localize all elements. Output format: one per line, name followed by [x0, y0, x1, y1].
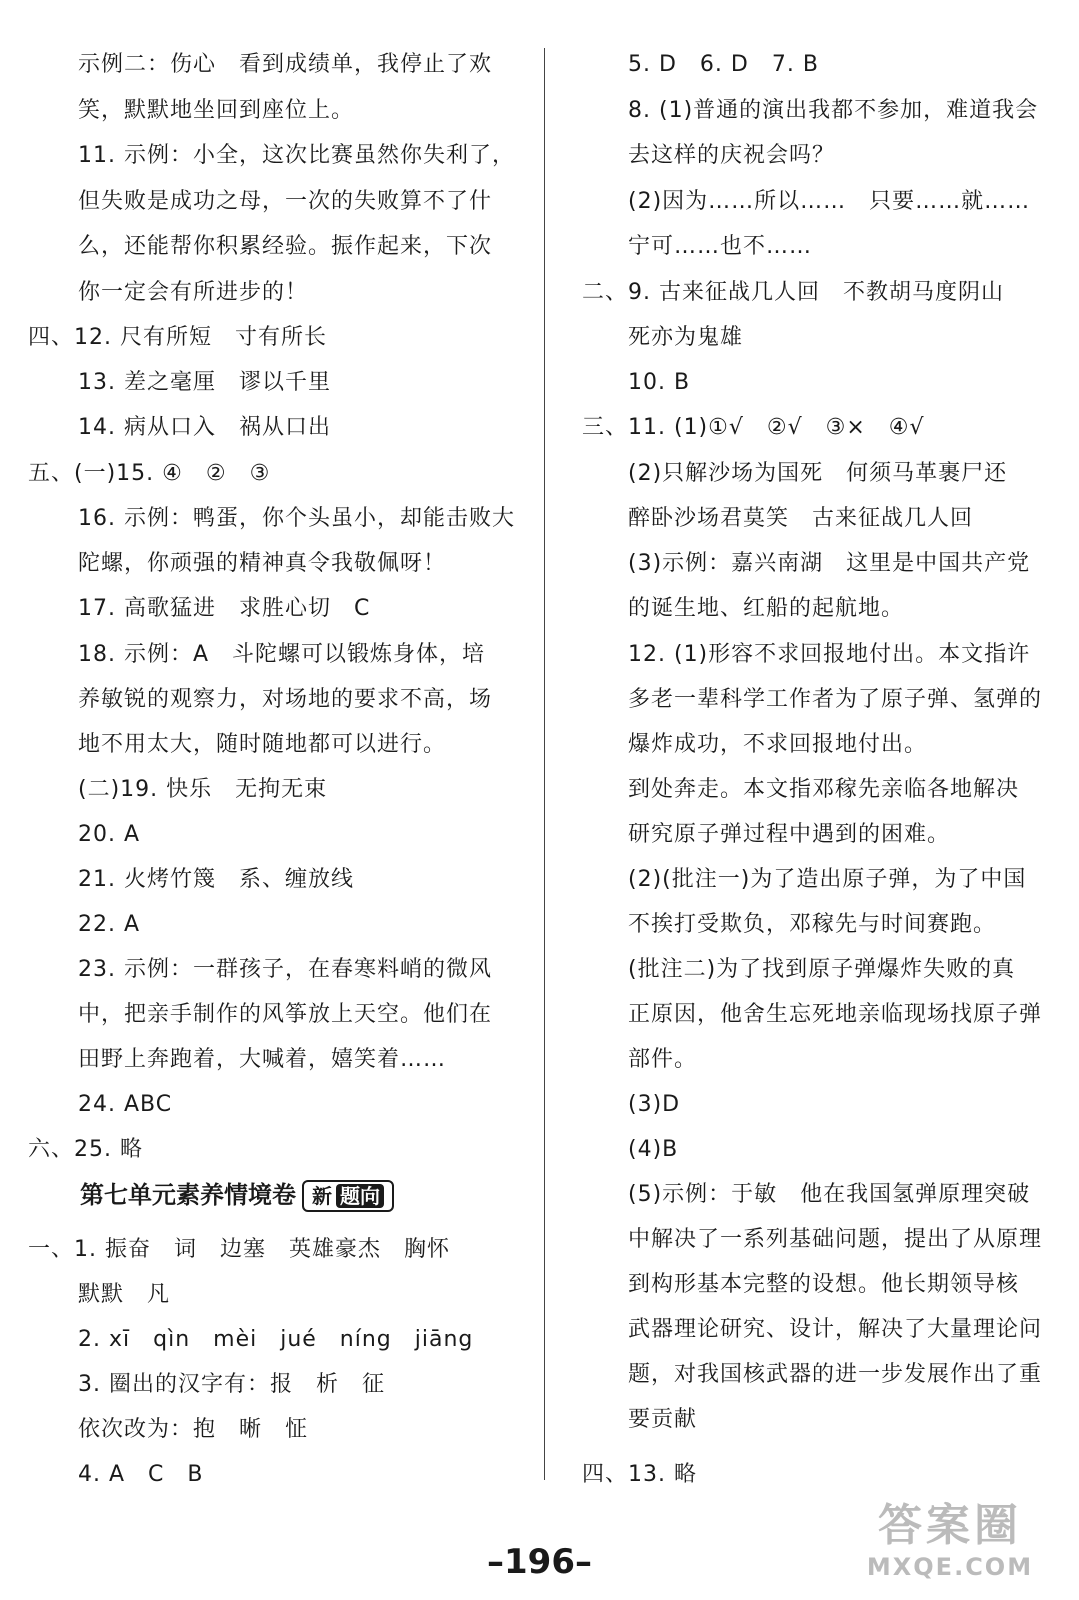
answer-line: 11. 示例：小全，这次比赛虽然你失利了， [78, 143, 515, 168]
answer-line: 4. A C B [78, 1462, 204, 1487]
answer-line: 正原因，他舍生忘死地亲临现场找原子弹 [628, 1002, 1043, 1027]
answer-line: 23. 示例：一群孩子，在春寒料峭的微风 [78, 957, 492, 982]
answer-line: 18. 示例：A 斗陀螺可以锻炼身体，培 [78, 642, 486, 667]
answer-line: 四、13. 略 [582, 1462, 697, 1487]
answer-line: 16. 示例：鸭蛋，你个头虽小，却能击败大 [78, 506, 515, 531]
answer-line: 中解决了一系列基础问题，提出了从原理 [628, 1227, 1043, 1252]
answer-line: 24. ABC [78, 1092, 173, 1117]
answer-line: 宁可……也不…… [628, 234, 813, 259]
answer-line: 六、25. 略 [28, 1137, 143, 1162]
section-heading-title: 第七单元素养情境卷 [80, 1181, 296, 1209]
answer-line: 22. A [78, 912, 141, 937]
question-direction-tag: 题向 [336, 1184, 384, 1208]
answer-line: 但失败是成功之母，一次的失败算不了什 [78, 189, 493, 214]
answer-line: 一、1. 振奋 词 边塞 英雄豪杰 胸怀 [28, 1237, 450, 1262]
answer-line: 陀螺，你顽强的精神真令我敬佩呀！ [78, 551, 447, 576]
answer-line: (二)19. 快乐 无拘无束 [78, 777, 328, 802]
answer-line: 三、11. (1)①√ ②√ ③× ④√ [582, 415, 925, 440]
answer-line: 中，把亲手制作的风筝放上天空。他们在 [78, 1002, 493, 1027]
answer-line: 五、(一)15. ④ ② ③ [28, 461, 271, 486]
answer-line: 3. 圈出的汉字有：报 析 征 [78, 1372, 385, 1397]
answer-line: 2. xī qìn mèi jué níng jiāng [78, 1327, 474, 1352]
answer-line: 地不用太大，随时随地都可以进行。 [78, 732, 447, 757]
section-heading [80, 1178, 394, 1212]
answer-line: 爆炸成功，不求回报地付出。 [628, 732, 928, 757]
answer-line: (5)示例：于敏 他在我国氢弹原理突破 [628, 1182, 1031, 1207]
page-number: –196– [487, 1542, 592, 1582]
answer-line: (2)(批注一)为了造出原子弹，为了中国 [628, 867, 1027, 892]
answer-line: 14. 病从口入 祸从口出 [78, 415, 331, 440]
answer-line: 题，对我国核武器的进一步发展作出了重 [628, 1362, 1043, 1387]
answer-line: 你一定会有所进步的！ [78, 280, 309, 305]
answer-line: 研究原子弹过程中遇到的困难。 [628, 822, 951, 847]
answer-line: (批注二)为了找到原子弹爆炸失败的真 [628, 957, 1016, 982]
answer-line: 5. D 6. D 7. B [628, 52, 819, 77]
answer-line: 不挨打受欺负，邓稼先与时间赛跑。 [628, 912, 997, 937]
answer-line: 20. A [78, 822, 141, 847]
answer-line: (3)示例：嘉兴南湖 这里是中国共产党 [628, 551, 1031, 576]
answer-line: (4)B [628, 1137, 679, 1162]
column-divider [544, 48, 545, 1480]
answer-line: 12. (1)形容不求回报地付出。本文指许 [628, 642, 1031, 667]
answer-line: 的诞生地、红船的起航地。 [628, 596, 905, 621]
answer-line: 死亦为鬼雄 [628, 325, 744, 350]
new-badge [302, 1180, 394, 1212]
answer-line: 田野上奔跑着，大喊着，嬉笑着…… [78, 1047, 447, 1072]
answer-line: 到构形基本完整的设想。他长期领导核 [628, 1272, 1020, 1297]
answer-line: 二、9. 古来征战几人回 不教胡马度阴山 [582, 280, 1004, 305]
answer-line: 8. (1)普通的演出我都不参加，难道我会 [628, 98, 1039, 123]
answer-line: 示例二：伤心 看到成绩单，我停止了欢 [78, 52, 493, 77]
answer-line: 10. B [628, 370, 691, 395]
answer-line: 21. 火烤竹篾 系、缠放线 [78, 867, 354, 892]
answer-line: (3)D [628, 1092, 681, 1117]
answer-line: 默默 凡 [78, 1282, 171, 1307]
answer-line: 武器理论研究、设计，解决了大量理论问 [628, 1317, 1043, 1342]
watermark-url: MXQE.COM [866, 1553, 1034, 1581]
watermark-logo [840, 1500, 1060, 1590]
new-badge-char: 新 [312, 1184, 332, 1208]
answer-line: 么，还能帮你积累经验。振作起来，下次 [78, 234, 493, 259]
answer-line: 到处奔走。本文指邓稼先亲临各地解决 [628, 777, 1020, 802]
answer-line: (2)因为……所以…… 只要……就…… [628, 189, 1031, 214]
answer-line: 养敏锐的观察力，对场地的要求不高，场 [78, 687, 493, 712]
answer-line: (2)只解沙场为国死 何须马革裹尸还 [628, 461, 1008, 486]
watermark-text: 答案圈 [878, 1500, 1022, 1551]
answer-line: 醉卧沙场君莫笑 古来征战几人回 [628, 506, 974, 531]
answer-line: 要贡献 [628, 1407, 698, 1432]
answer-line: 四、12. 尺有所短 寸有所长 [28, 325, 327, 350]
answer-line: 多老一辈科学工作者为了原子弹、氢弹的 [628, 687, 1043, 712]
answer-line: 笑，默默地坐回到座位上。 [78, 98, 355, 123]
answer-line: 去这样的庆祝会吗？ [628, 143, 836, 168]
answer-line: 17. 高歌猛进 求胜心切 C [78, 596, 371, 621]
answer-line: 依次改为：抱 晰 怔 [78, 1417, 309, 1442]
answer-line: 13. 差之毫厘 谬以千里 [78, 370, 331, 395]
answer-line: 部件。 [628, 1047, 698, 1072]
